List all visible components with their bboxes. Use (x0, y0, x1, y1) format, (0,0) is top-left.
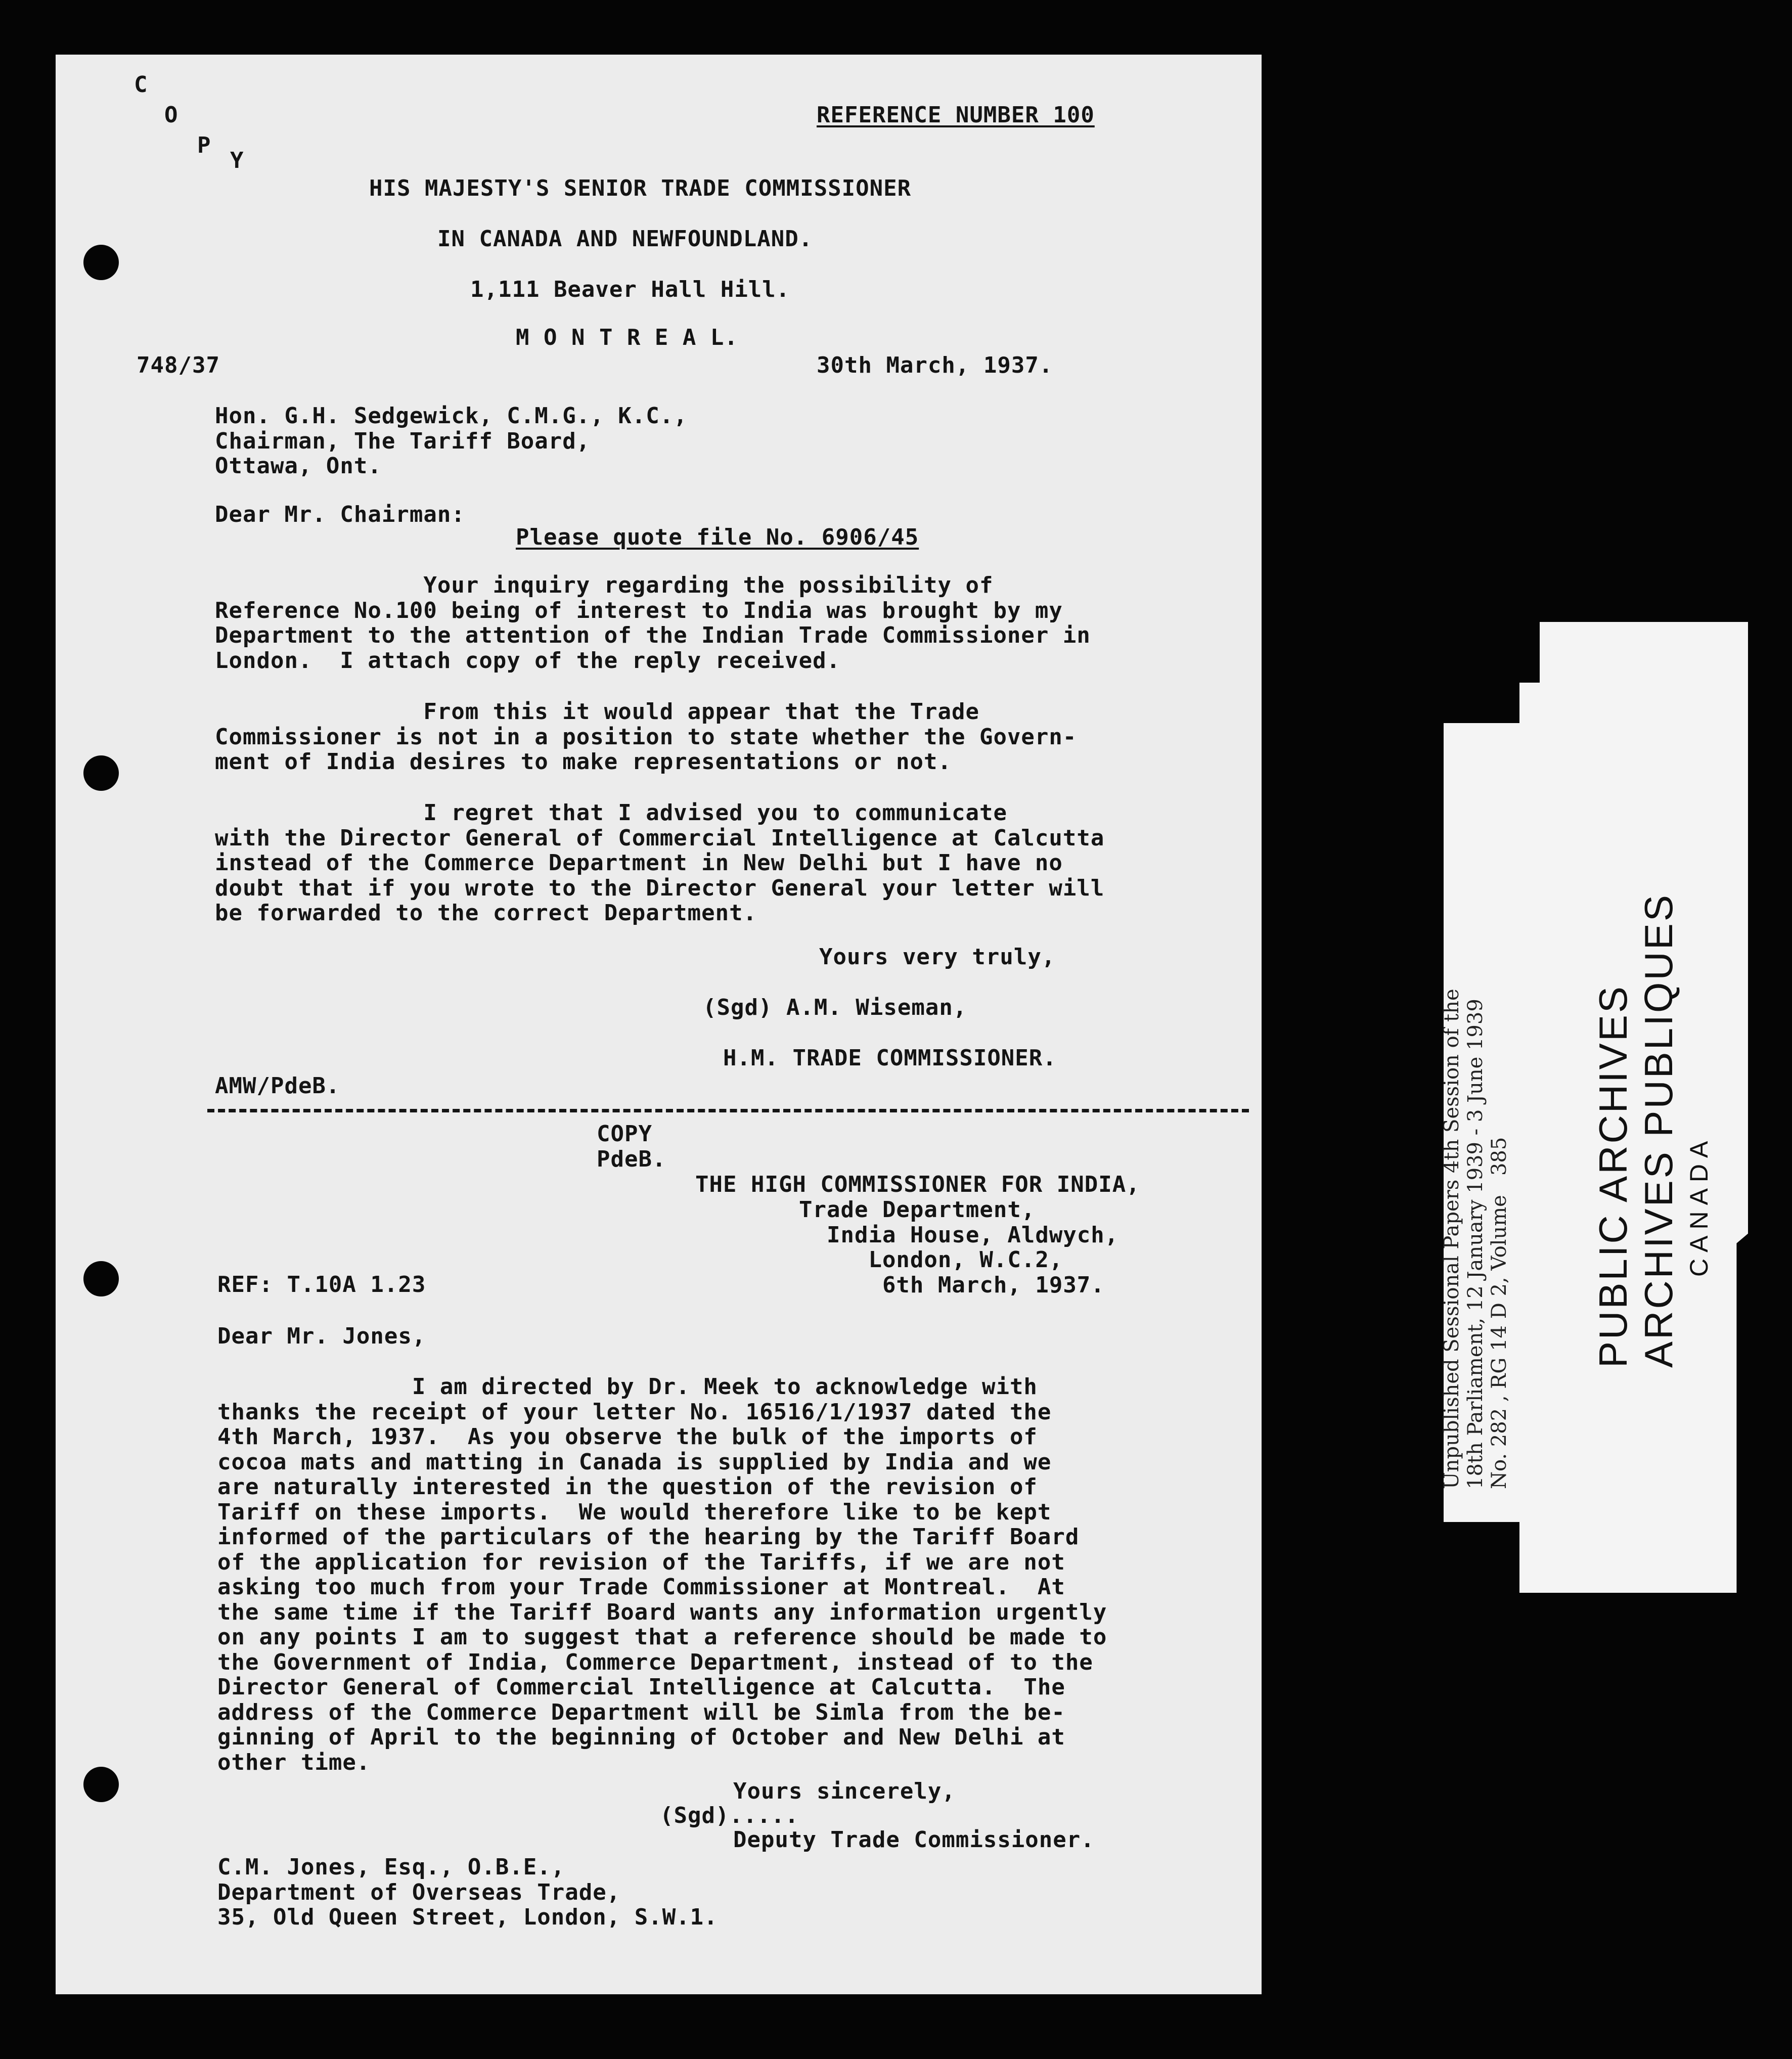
salutation: Dear Mr. Chairman: (215, 502, 465, 527)
enclosure-signature: (Sgd)..... (660, 1803, 799, 1828)
letter-signature: (Sgd) A.M. Wiseman, (703, 995, 967, 1020)
punch-hole (83, 1767, 119, 1802)
reference-number: REFERENCE NUMBER 100 (817, 102, 1095, 128)
sessional-papers-label: Unpublished Sessional Papers 4th Session of the 18th Parliament, 12 January 1939 - 3 June 1939 No. 282 , RG 14 D 2, Volume 385 (1440, 989, 1511, 1489)
letterhead-city: M O N T R E A L. (516, 325, 738, 350)
canada-line: CANADA (1685, 1135, 1713, 1277)
typist-initials: AMW/PdeB. (215, 1073, 340, 1099)
enclosure-salutation: Dear Mr. Jones, (217, 1323, 426, 1349)
letter-page (56, 55, 1262, 1994)
copy-letter-y: Y (230, 148, 244, 173)
punch-hole (83, 245, 119, 280)
bleed-through-text (86, 955, 99, 1002)
enclosure-signatory-title: Deputy Trade Commissioner. (733, 1827, 1095, 1853)
archives-publiques-line: ARCHIVES PUBLIQUES (1636, 893, 1681, 1368)
letterhead-subtitle: IN CANADA AND NEWFOUNDLAND. (437, 226, 813, 252)
copy-letter-p: P (197, 132, 211, 158)
letter-paragraph-1: Your inquiry regarding the possibility of Reference No.100 being of interest to India was brought by my Department to the attention of the Indian Trade Commissioner in London. I attach copy of the reply received. (215, 572, 1091, 674)
enclosure-sender-address: Trade Department, India House, Aldwych, London, W.C.2, 6th March, 1937. (799, 1197, 1119, 1298)
copy-letter-o: O (164, 102, 178, 128)
enclosure-sender: THE HIGH COMMISSIONER FOR INDIA, (695, 1172, 1140, 1197)
copy-letter-c: C (134, 72, 148, 98)
recipient-address: Hon. G.H. Sedgewick, C.M.G., K.C., Chairman, The Tariff Board, Ottawa, Ont. (215, 403, 688, 479)
letter-paragraph-3: I regret that I advised you to communicate with the Director General of Commercial Intelligence at Calcutta instead of the Commerce Department in New Delhi but I have no doubt that if you wrote to the Director General your letter will be forwarded to the correct Department. (215, 800, 1105, 926)
public-archives-stamp (1590, 893, 1717, 1368)
enclosure-closing: Yours sincerely, (733, 1778, 956, 1804)
public-archives-line: PUBLIC ARCHIVES (1591, 984, 1635, 1368)
quote-file-line: Please quote file No. 6906/45 (516, 524, 919, 550)
letter-closing: Yours very truly, (819, 944, 1056, 970)
file-reference: 748/37 (137, 352, 220, 378)
enclosure-addressee: C.M. Jones, Esq., O.B.E., Department of Overseas Trade, 35, Old Queen Street, London, S.W.1. (217, 1854, 718, 1930)
dashed-divider (207, 1109, 1249, 1112)
enclosure-copy-label: COPY (597, 1121, 652, 1147)
letterhead-title: HIS MAJESTY'S SENIOR TRADE COMMISSIONER (369, 175, 912, 201)
letterhead-address: 1,111 Beaver Hall Hill. (470, 277, 790, 302)
enclosure-ref: REF: T.10A 1.23 (217, 1272, 426, 1297)
enclosure-body: I am directed by Dr. Meek to acknowledge with thanks the receipt of your letter No. 16516/1/1937 dated the 4th March, 1937. As you observe the bulk of the imports of cocoa mats and matting in Canada is supplied by India and we are naturally interested in the question of the revision of Tariff on these imports. We would therefore like to be kept informed of the particulars of the hearing by the Tariff Board of the application for revision of the Tariffs, if we are not asking too much from your Trade Commissioner at Montreal. At the same time if the Tariff Board wants any information urgently on any points I am to suggest that a reference should be made to the Government of India, Commerce Department, instead of to the Director General of Commercial Intelligence at Calcutta. The address of the Commerce Department will be Simla from the be- ginning of April to the beginning of October and New Delhi at other time. (217, 1374, 1107, 1775)
punch-hole (83, 755, 119, 791)
punch-hole (83, 1261, 119, 1296)
letter-paragraph-2: From this it would appear that the Trade Commissioner is not in a position to state whether the Govern- ment of India desires to make representations or not. (215, 699, 1077, 775)
letter-date: 30th March, 1937. (817, 352, 1053, 378)
archive-card-notch (1519, 622, 1540, 683)
signatory-title: H.M. TRADE COMMISSIONER. (723, 1045, 1057, 1071)
enclosure-initials: PdeB. (597, 1146, 666, 1172)
